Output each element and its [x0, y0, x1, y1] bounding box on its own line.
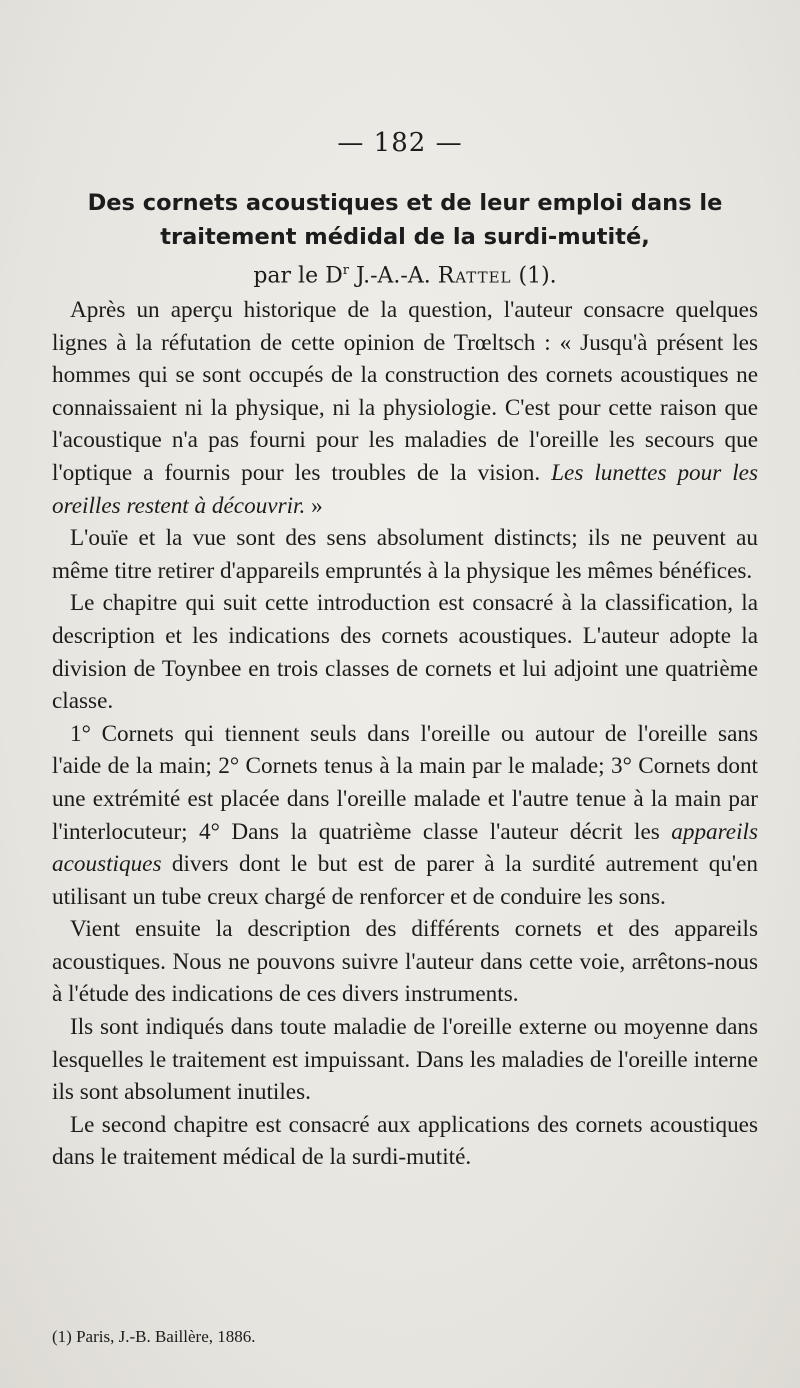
page-number: — 182 —	[337, 128, 463, 158]
author-byline	[50, 256, 760, 291]
author-name: Rattel	[437, 263, 512, 289]
paragraph-1-text: Après un aperçu historique de la question, l'auteur consacre quelques lignes à la réfutation de cette opinion de Trœltsch : « Jusqu'à présent les hommes qui se sont occupés de la construction des cornets acoustiques ne connaissaient ni la physique, ni la physiologie. C'est pour cette raison que l'acoustique n'a pas fourni pour les maladies de l'oreille les secours que l'optique a fournis pour les troubles de la vision.	[52, 297, 758, 486]
paragraph-3: Le chapitre qui suit cette introduction est consacré à la classification, la description et les indications des cornets acoustiques. L'auteur adopte la division de Toynbee en trois classes de cornets et lui adjoint une quatrième classe.	[52, 590, 758, 715]
paragraph-5: Vient ensuite la description des différents cornets et des appareils acoustiques. Nous ne pouvons suivre l'auteur dans cette voie, arrêtons-nous à l'étude des indications de ces divers instruments.	[52, 916, 758, 1008]
paragraph-4-start: 1° Cornets qui tiennent seuls dans l'oreille ou autour de l'oreille sans l'aide de la main; 2° Cornets tenus à la main par le malade; 3° Cornets dont une extrémité est placée dans l'oreille malade et l'autre tenue à la main par l'interlocuteur; 4° Dans la quatrième classe l'auteur décrit les	[52, 720, 758, 845]
byline-sup: r	[342, 263, 349, 278]
paragraph-4-italic: appareils acoustiques	[52, 818, 758, 878]
paragraph-4-end: divers dont le but est de parer à la surdité autrement qu'en utilisant un tube creux chargé de renforcer et de conduire les sons.	[52, 851, 758, 910]
paragraph-4	[52, 718, 758, 914]
paragraph-6: Ils sont indiqués dans toute maladie de l'oreille externe ou moyenne dans lesquelles le traitement est impuissant. Dans les maladies de l'oreille interne ils sont absolument inutiles.	[52, 1014, 758, 1106]
paragraph-1-close: »	[305, 492, 323, 519]
paragraph-1	[52, 294, 758, 522]
author-initials: J.-A.-A.	[355, 263, 431, 289]
byline-prefix: par le D	[253, 263, 343, 289]
paragraph-2: L'ouïe et la vue sont des sens absolument distincts; ils ne peuvent au même titre retirer d'appareils empruntés à la physique les mêmes bénéfices.	[52, 525, 758, 584]
article-body	[52, 294, 758, 1174]
footnote: (1) Paris, J.-B. Baillère, 1886.	[52, 1327, 256, 1346]
paragraph-7: Le second chapitre est consacré aux applications des cornets acoustiques dans le traitement médical de la surdi-mutité.	[52, 1111, 758, 1171]
article-title: Des cornets acoustiques et de leur emploi dans le traitement médidal de la surdi-mutité,	[87, 190, 723, 250]
paragraph-1-italic: Les lunettes pour les oreilles restent à découvrir.	[52, 459, 759, 519]
footnote-ref: (1).	[518, 263, 557, 289]
